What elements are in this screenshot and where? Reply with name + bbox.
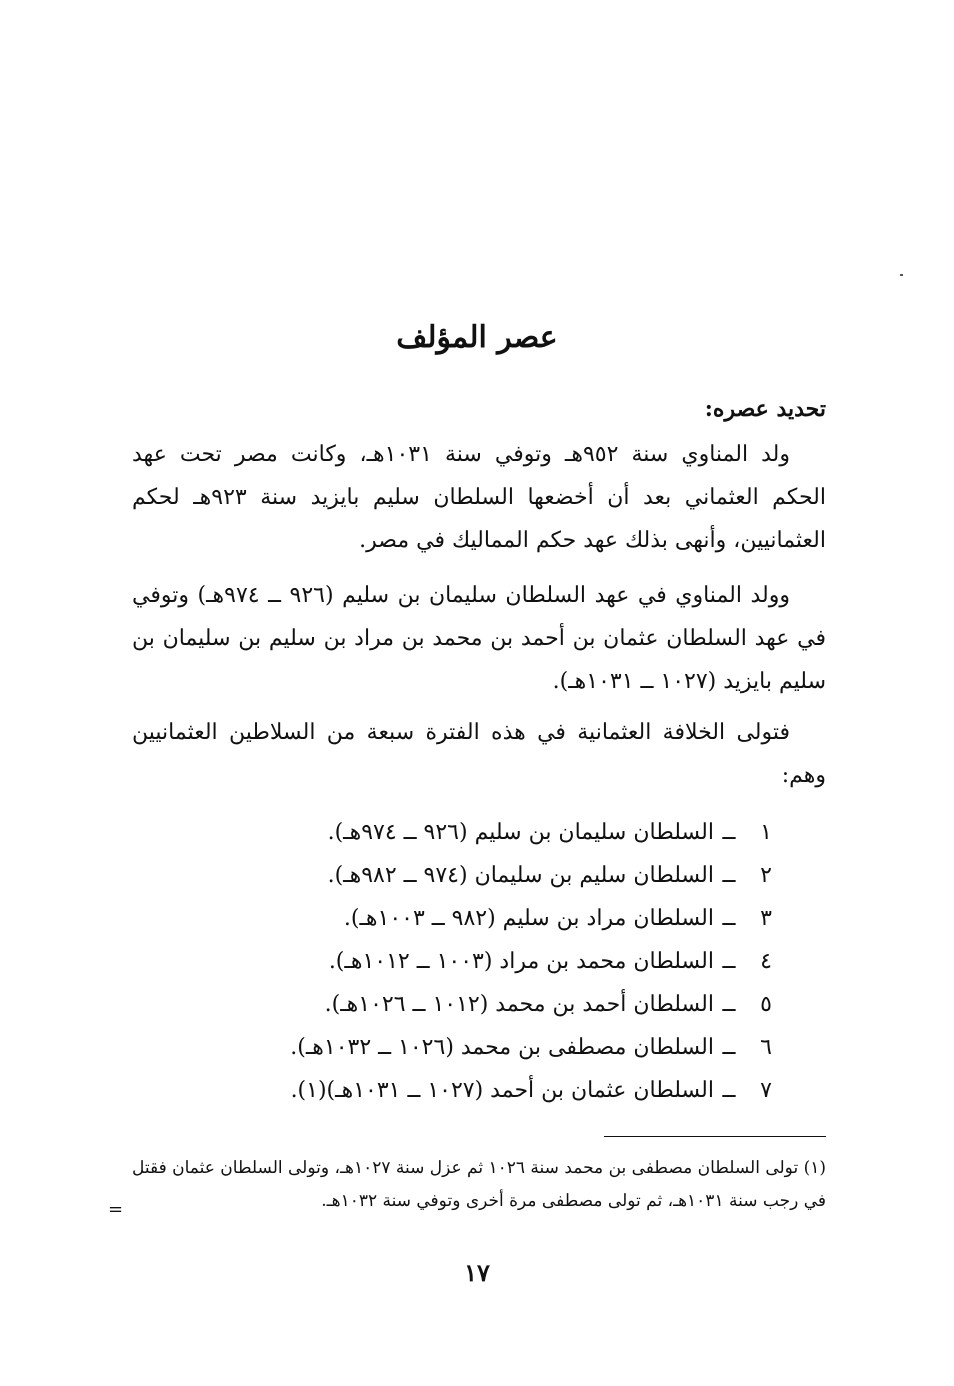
list-dash: ــ	[722, 949, 736, 974]
scan-speck	[900, 274, 903, 276]
list-dash: ــ	[722, 863, 736, 888]
list-dash: ــ	[722, 992, 736, 1017]
list-dash: ــ	[722, 1078, 736, 1103]
page-number: ١٧	[464, 1258, 490, 1287]
list-item	[212, 1026, 772, 1069]
list-number: ٤	[760, 949, 772, 974]
list-dash: ــ	[722, 906, 736, 931]
list-item	[212, 1069, 772, 1112]
paragraph-text: ولد المناوي سنة ٩٥٢هـ وتوفي سنة ١٠٣١هـ، وكانت مصر تحت عهد الحكم العثماني بعد أن أخضعها السلطان سليم بايزيد سنة ٩٢٣هـ لحكم العثمانيين، وأنهى بذلك عهد حكم المماليك في مصر.	[132, 442, 826, 553]
list-item	[212, 811, 772, 854]
chapter-title: عصر المؤلف	[396, 320, 558, 355]
list-text: السلطان عثمان بن أحمد (١٠٢٧ ــ ١٠٣١هـ)(١).	[290, 1078, 714, 1103]
paragraph-text: فتولى الخلافة العثمانية في هذه الفترة سبعة من السلاطين العثمانيين وهم:	[132, 720, 826, 788]
paragraph-seven-sultans	[132, 711, 826, 797]
list-number: ٣	[760, 906, 772, 931]
list-dash: ــ	[722, 1035, 736, 1060]
sultans-list	[212, 811, 772, 1112]
list-number: ٥	[760, 992, 772, 1017]
list-item	[212, 897, 772, 940]
paragraph-birth-death	[132, 433, 826, 562]
list-item	[212, 983, 772, 1026]
list-text: السلطان سليم بن سليمان (٩٧٤ ــ ٩٨٢هـ).	[327, 863, 714, 888]
list-item	[212, 854, 772, 897]
continuation-mark: =	[108, 1199, 124, 1220]
list-number: ٧	[760, 1078, 772, 1103]
list-text: السلطان مراد بن سليم (٩٨٢ ــ ١٠٠٣هـ).	[343, 906, 714, 931]
list-text: السلطان محمد بن مراد (١٠٠٣ ــ ١٠١٢هـ).	[328, 949, 714, 974]
list-item	[212, 940, 772, 983]
list-number: ١	[760, 820, 772, 845]
list-number: ٢	[760, 863, 772, 888]
footnote-divider	[604, 1136, 826, 1137]
list-text: السلطان مصطفى بن محمد (١٠٢٦ ــ ١٠٣٢هـ).	[290, 1035, 714, 1060]
paragraph-sultans-era	[132, 574, 826, 703]
paragraph-text: وولد المناوي في عهد السلطان سليمان بن سليم (٩٢٦ ــ ٩٧٤هـ) وتوفي في عهد السلطان عثمان بن أحمد بن محمد بن مراد بن سليم بن سليمان بن سليم بايزيد (١٠٢٧ ــ ١٠٣١هـ).	[132, 583, 826, 694]
list-text: السلطان أحمد بن محمد (١٠١٢ ــ ١٠٢٦هـ).	[324, 992, 714, 1017]
list-dash: ــ	[722, 820, 736, 845]
list-number: ٦	[760, 1035, 772, 1060]
footnote: (١) تولى السلطان مصطفى بن محمد سنة ١٠٢٦ ثم عزل سنة ١٠٢٧هـ، وتولى السلطان عثمان فقتل في رجب سنة ١٠٣١هـ، ثم تولى مصطفى مرة أخرى وتوفي سنة ١٠٣٢هـ.	[132, 1158, 827, 1211]
section-heading: تحديد عصره:	[704, 396, 826, 422]
list-text: السلطان سليمان بن سليم (٩٢٦ ــ ٩٧٤هـ).	[327, 820, 714, 845]
